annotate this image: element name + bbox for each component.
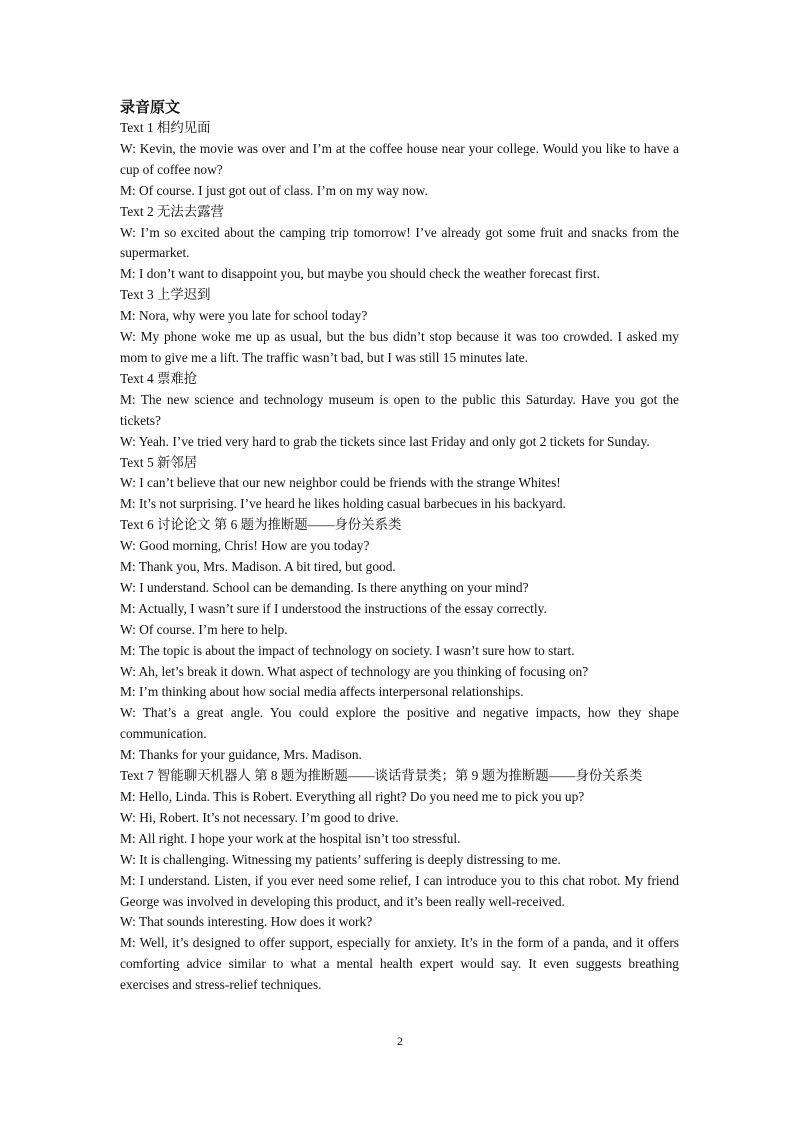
text-5-section [120, 453, 679, 516]
dialogue-line: M: Hello, Linda. This is Robert. Everything all right? Do you need me to pick you up? [120, 789, 585, 804]
dialogue-line: W: Yeah. I’ve tried very hard to grab the tickets since last Friday and only got 2 tickets for Sunday. [120, 433, 650, 449]
dialogue-line: M: I don’t want to disappoint you, but maybe you should check the weather forecast first. [120, 266, 600, 282]
dialogue-line: W: Of course. I’m here to help. [120, 621, 288, 637]
dialogue-line: W: Kevin, the movie was over and I’m at the coffee house near your college. Would you like to have a cup of coffee now? [120, 140, 679, 177]
dialogue-line: W: That’s a great angle. You could explore the positive and negative impacts, how they shape communication. [120, 705, 679, 742]
dialogue-line: M: Well, it’s designed to offer support, especially for anxiety. It’s in the form of a panda, and it offers comforting advice similar to what a mental health expert would say. It even suggests breathing exercises and stress-relief techniques. [120, 935, 679, 993]
text-heading: Text 2 无法去露营 [120, 203, 224, 219]
dialogue-line: M: I understand. Listen, if you ever need some relief, I can introduce you to this chat robot. My friend George was involved in developing this product, and it’s been really well-received. [120, 872, 679, 909]
page-number: 2 [397, 1034, 403, 1048]
text-6-section [120, 515, 679, 766]
document-title: 录音原文 [120, 98, 181, 116]
dialogue-line: W: It is challenging. Witnessing my patients’ suffering is deeply distressing to me. [120, 851, 561, 867]
dialogue-line: M: Thank you, Mrs. Madison. A bit tired, but good. [120, 559, 396, 575]
dialogue-line: M: Thanks for your guidance, Mrs. Madison. [120, 747, 362, 763]
text-heading: Text 7 智能聊天机器人 第 8 题为推断题——谈话背景类；第 9 题为推断题——身份关系类 [120, 768, 643, 784]
text-heading: Text 1 相约见面 [120, 120, 211, 135]
dialogue-line: W: Hi, Robert. It’s not necessary. I’m good to drive. [120, 809, 399, 825]
dialogue-line: W: Ah, let’s break it down. What aspect of technology are you thinking of focusing on? [120, 663, 589, 679]
text-4-section [120, 369, 679, 453]
text-heading: Text 6 讨论论文 第 6 题为推断题——身份关系类 [120, 517, 402, 533]
text-2-section [120, 202, 679, 286]
dialogue-line: W: That sounds interesting. How does it work? [120, 914, 373, 930]
text-1-section [120, 118, 679, 202]
dialogue-line: M: The new science and technology museum is open to the public this Saturday. Have you got the tickets? [120, 391, 679, 428]
dialogue-line: M: All right. I hope your work at the hospital isn’t too stressful. [120, 830, 461, 846]
text-heading: Text 5 新邻居 [120, 454, 198, 470]
dialogue-line: M: It’s not surprising. I’ve heard he likes holding casual barbecues in his backyard. [120, 496, 566, 512]
dialogue-line: W: My phone woke me up as usual, but the bus didn’t stop because it was too crowded. I asked my mom to give me a lift. The traffic wasn’t bad, but I was still 15 minutes late. [120, 329, 679, 365]
dialogue-line: M: Actually, I wasn’t sure if I understood the instructions of the essay correctly. [120, 600, 547, 616]
text-3-section [120, 285, 679, 369]
document-page [120, 96, 679, 996]
dialogue-line: M: The topic is about the impact of technology on society. I wasn’t sure how to start. [120, 642, 575, 658]
dialogue-line: W: Good morning, Chris! How are you today? [120, 538, 370, 554]
dialogue-line: M: Nora, why were you late for school today? [120, 308, 368, 324]
dialogue-line: W: I can’t believe that our new neighbor could be friends with the strange Whites! [120, 475, 561, 491]
text-7-section [120, 766, 679, 996]
text-heading: Text 4 票难抢 [120, 370, 198, 386]
dialogue-line: W: I understand. School can be demanding. Is there anything on your mind? [120, 579, 529, 595]
dialogue-line: M: Of course. I just got out of class. I’m on my way now. [120, 182, 428, 198]
text-heading: Text 3 上学迟到 [120, 287, 211, 303]
dialogue-line: M: I’m thinking about how social media affects interpersonal relationships. [120, 684, 524, 700]
dialogue-line: W: I’m so excited about the camping trip tomorrow! I’ve already got some fruit and snacks from the supermarket. [120, 224, 679, 261]
